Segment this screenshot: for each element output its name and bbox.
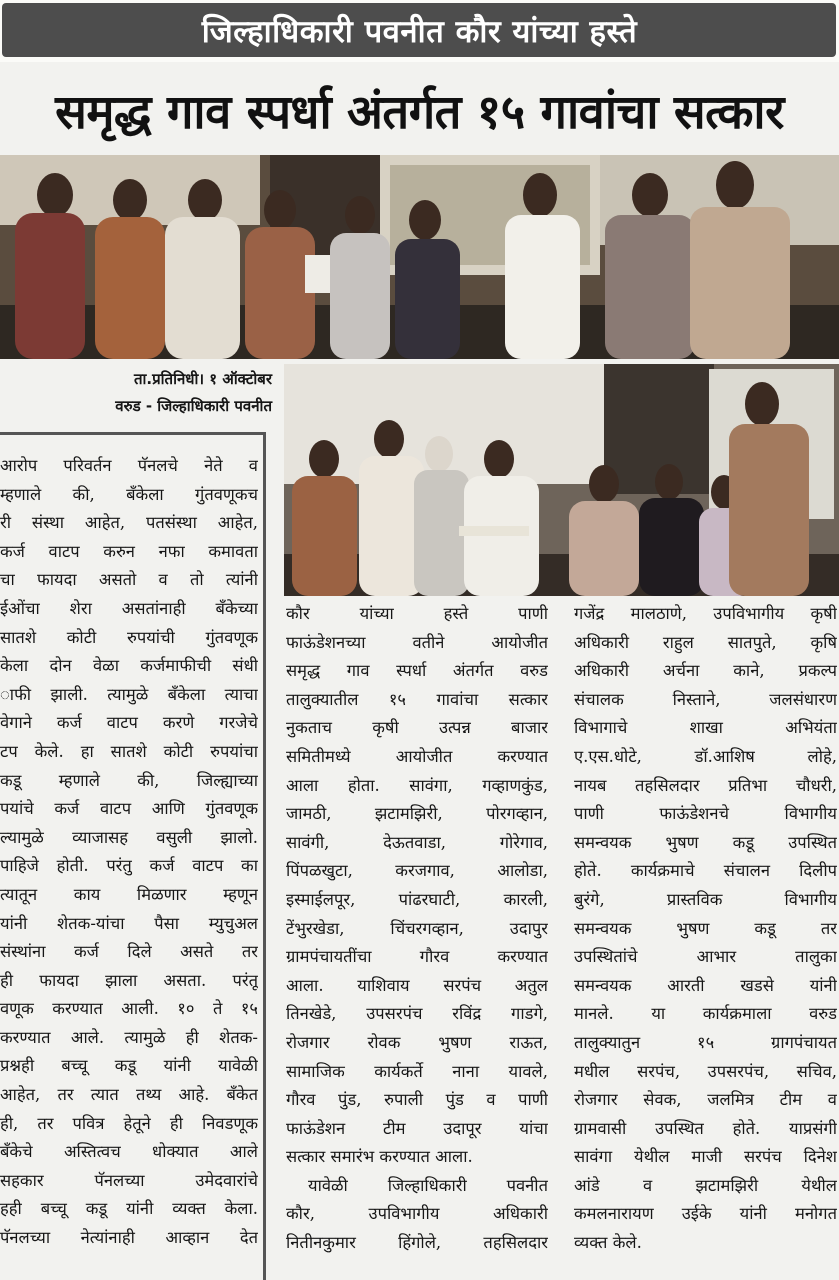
column-right-line: रोजगार सेवक, जलमित्र टीम व <box>574 1090 837 1110</box>
article-column-right <box>574 600 837 1258</box>
column-right-line: कमलनारायण उईके यांनी मनोगत <box>574 1204 837 1224</box>
article-column-left <box>0 452 258 1253</box>
column-left-line: री संस्था आहेत, पतसंस्था आहेत, <box>0 513 258 533</box>
column-middle-line: तालुक्यातील १५ गावांचा सत्कार <box>286 689 548 709</box>
column-right-line: नायब तहसिलदार प्रतिभा चौधरी, <box>574 775 837 795</box>
headline: समृद्ध गाव स्पर्धा अंतर्गत १५ गावांचा सत्कार <box>55 85 784 140</box>
column-right-line: ए.एस.धोटे, डॉ.आशिष लोहे, <box>574 746 837 766</box>
column-left-line: वेगाने कर्ज वाटप करणे गरजेचे <box>0 713 258 733</box>
kicker-banner <box>0 0 839 62</box>
column-left-line: आरोप परिवर्तन पॅनलचे नेते व <box>0 456 258 475</box>
column-left-line: ही फायदा झाला असता. परंतू <box>0 970 258 990</box>
column-right-line: बुरंगे, प्रास्तविक विभागीय <box>574 889 837 909</box>
column-middle-line: नितीनकुमार हिंगोले, तहसिलदार <box>286 1233 548 1253</box>
column-middle-line: नुकताच कृषी उत्पन्न बाजार <box>286 718 548 738</box>
ceremony-photo-award <box>284 364 839 596</box>
column-left-line: हही बच्चू कडू यांनी व्यक्त केला. <box>0 1199 258 1219</box>
column-middle-line: फाऊंडेशन टीम उदापूर यांचा <box>286 1118 548 1138</box>
column-middle-line: फाऊंडेशनच्या वतीने आयोजीत <box>286 632 548 652</box>
column-left-line: ही, तर पवित्र हेतूने ही निवडणूक <box>0 1113 258 1133</box>
ceremony-photo-top-image <box>0 155 839 359</box>
column-middle-line: सत्कार समारंभ करण्यात आला. <box>286 1147 473 1167</box>
column-left-line: आहेत, तर त्यात तथ्य आहे. बँकेत <box>0 1085 258 1105</box>
column-right-line: संचालक निस्ताने, जलसंधारण <box>574 689 837 709</box>
column-middle-line: तिनखेडे, उपसरपंच रविंद्र गाडगे, <box>286 1004 548 1024</box>
column-left-line: ल्यामुळे व्याजासह वसुली झालो. <box>0 827 258 847</box>
column-right-line: समन्वयक भुषण कडू तर <box>574 918 837 938</box>
column-middle-line: आला. याशिवाय सरपंच अतुल <box>286 975 548 995</box>
column-right-line: अधिकारी राहुल सातपुते, कृषि <box>574 632 837 652</box>
column-left-line: प्रश्नही बच्चू कडू यांनी यावेळी <box>0 1056 258 1076</box>
column-right-line: मानले. या कार्यक्रमाला वरुड <box>574 1004 837 1024</box>
column-right-line: मधील सरपंच, उपसरपंच, सचिव, <box>574 1061 837 1081</box>
column-left-line: टप केले. हा सातशे कोटी रुपयांचा <box>0 741 258 761</box>
column-right-line: उपस्थितांचे आभार तालुका <box>574 947 837 967</box>
article-column-middle <box>286 600 548 1258</box>
column-right-line: होते. कार्यक्रमाचे संचालन दिलीप <box>574 861 837 881</box>
column-left-line: पाहिजे होती. परंतु कर्ज वाटप का <box>0 856 258 876</box>
column-middle-line: समृद्ध गाव स्पर्धा अंतर्गत वरुड <box>286 661 548 681</box>
column-middle-line: कौर यांच्या हस्ते पाणी <box>286 604 548 623</box>
byline-lead: वरुड - जिल्हाधिकारी पवनीत <box>115 397 272 415</box>
column-middle-line: कौर, उपविभागीय अधिकारी <box>286 1204 548 1224</box>
byline-dateline: ता.प्रतिनिधी। १ ऑक्टोबर <box>133 370 272 388</box>
column-left-line: सातशे कोटी रुपयांची गुंतवणूक <box>0 627 258 647</box>
column-middle-line: गौरव पुंड, रुपाली पुंड व पाणी <box>286 1090 548 1110</box>
kicker-text: जिल्हाधिकारी पवनीत कौर यांच्या हस्ते <box>201 14 638 50</box>
column-right-line: विभागाचे शाखा अभियंता <box>574 718 837 738</box>
column-right-line: तालुक्यातुन १५ ग्रागपंचायत <box>574 1032 837 1052</box>
column-left-line: यांनी शेतक-यांचा पैसा म्युचुअल <box>0 913 258 933</box>
column-right-line: पाणी फाऊंडेशनचे विभागीय <box>574 804 837 824</box>
column-middle-line: ग्रामपंचायतींचा गौरव करण्यात <box>286 947 548 967</box>
column-middle-line: पिंपळखुटा, करजगाव, आलोडा, <box>286 861 548 881</box>
column-left-line: चा फायदा असतो व तो त्यांनी <box>0 570 258 590</box>
column-left-line: बँकेचे अस्तित्वच धोक्यात आले <box>0 1142 258 1162</box>
column-middle-line: टेंभुरखेडा, चिंचरगव्हान, उदापुर <box>286 918 548 938</box>
column-middle-line: यावेळी जिल्हाधिकारी पवनीत <box>308 1175 548 1195</box>
byline <box>30 366 280 420</box>
column-left-line: करण्यात आले. त्यामुळे ही शेतक- <box>0 1027 258 1047</box>
column-left-line: कर्ज वाटप करुन नफा कमावता <box>0 541 258 561</box>
column-left-line: सहकार पॅनलच्या उमेदवारांचे <box>0 1170 258 1190</box>
ceremony-photo-award-image <box>284 364 839 596</box>
column-middle-line: आला होता. सावंगा, गव्हाणकुंड, <box>286 775 548 795</box>
column-middle-line: सावंगी, देऊतवाडा, गोरेगाव, <box>286 832 548 852</box>
column-right-line: अधिकारी अर्चना काने, प्रकल्प <box>574 661 837 681</box>
column-middle-line: सामाजिक कार्यकर्ते नाना यावले, <box>286 1061 548 1081</box>
column-right-line: सावंगा येथील माजी सरपंच दिनेश <box>574 1147 837 1167</box>
column-middle-line: जामठी, झटामझिरी, पोरगव्हान, <box>286 804 548 824</box>
column-right-line: गजेंद्र मालठाणे, उपविभागीय कृषी <box>574 604 837 623</box>
column-middle-line: समितीमध्ये आयोजीत करण्यात <box>286 746 548 766</box>
column-left-line: संस्थांना कर्ज दिले असते तर <box>0 942 258 962</box>
column-right-line: समन्वयक भुषण कडू उपस्थित <box>574 832 837 852</box>
column-left-line: त्यातून काय मिळणार म्हणून <box>0 884 258 904</box>
ceremony-photo-top <box>0 155 839 359</box>
column-left-line: पॅनलच्या नेत्यांनाही आव्हान देत <box>0 1228 258 1248</box>
column-right-line: ग्रामवासी उपस्थित होते. याप्रसंगी <box>574 1118 837 1138</box>
column-right-line: व्यक्त केले. <box>574 1233 642 1253</box>
column-left-line: वणूक करण्यात आली. १० ते १५ <box>0 999 258 1019</box>
column-right-line: समन्वयक आरती खडसे यांनी <box>574 975 837 995</box>
column-left-line: कडू म्हणाले की, जिल्ह्याच्या <box>0 770 258 790</box>
column-middle-line: इस्माईलपूर, पांढरघाटी, कारली, <box>286 889 548 909</box>
column-right-line: आंडे व झटामझिरी येथील <box>574 1175 837 1195</box>
column-left-line: ईओंचा शेरा असतांनाही बँकेच्या <box>0 598 258 618</box>
column-left-line: पयांचे कर्ज वाटप आणि गुंतवणूक <box>0 799 258 819</box>
column-left-line: म्हणाले की, बँकेला गुंतवणूकच <box>0 484 258 504</box>
column-left-line: ाफी झाली. त्यामुळे बँकेला त्याचा <box>0 684 258 704</box>
column-middle-line: रोजगार रोवक भुषण राऊत, <box>286 1032 548 1052</box>
column-left-line: केला दोन वेळा कर्जमाफीची संधी <box>0 656 258 676</box>
